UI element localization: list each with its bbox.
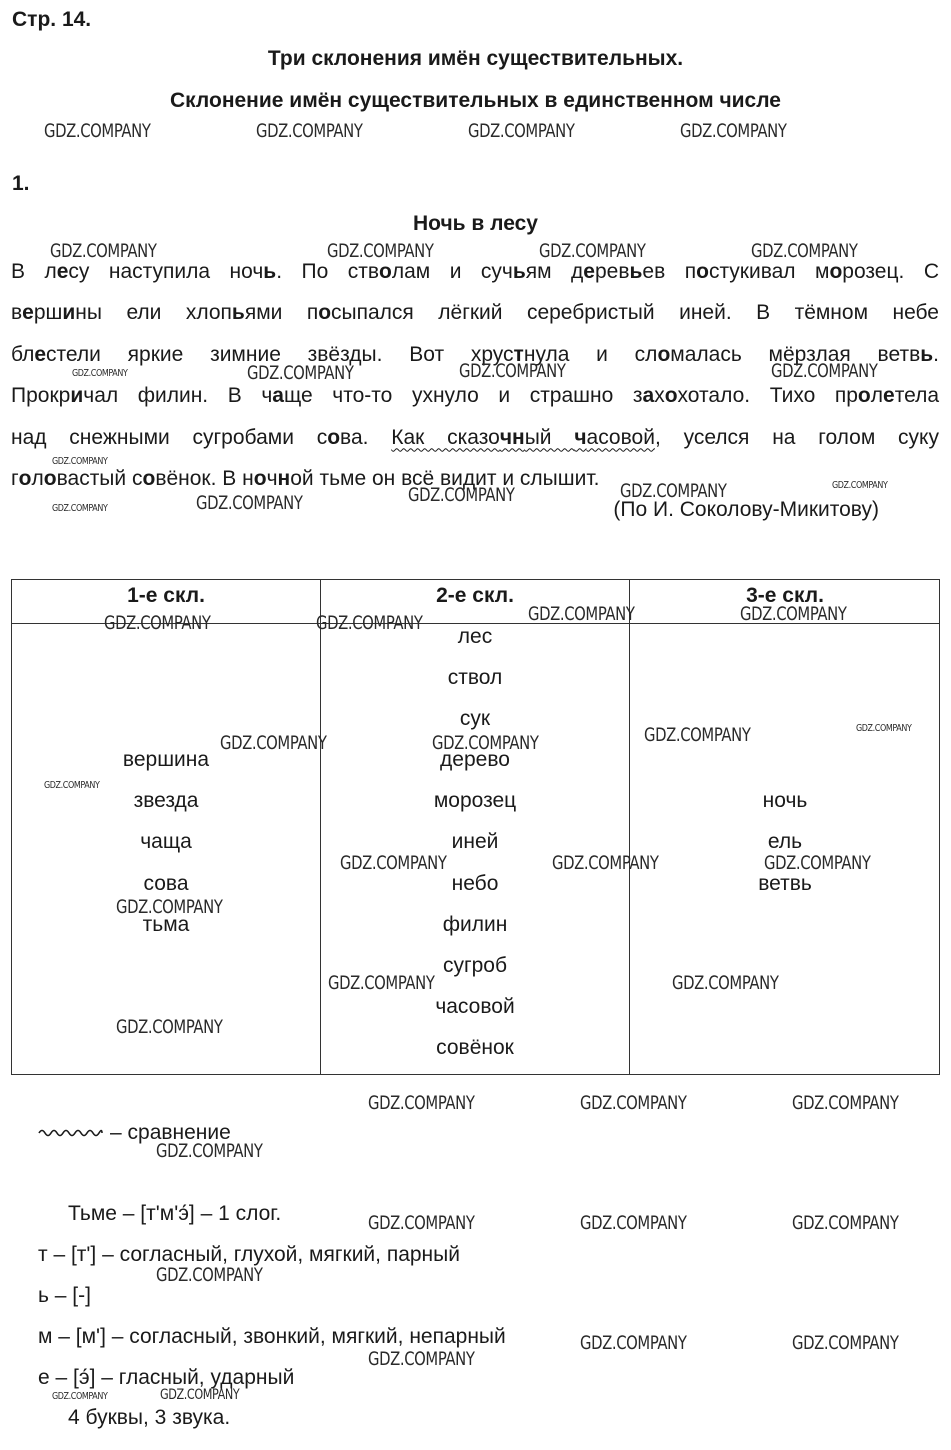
- watermark: GDZ.COMPANY: [580, 1332, 687, 1354]
- watermark: GDZ.COMPANY: [580, 1092, 687, 1114]
- watermark: GDZ.COMPANY: [116, 896, 223, 918]
- word-declension-2: небо: [451, 872, 499, 895]
- watermark: GDZ.COMPANY: [432, 732, 539, 754]
- analysis-line: м – [м'] – согласный, звонкий, мягкий, непарный: [38, 1325, 506, 1348]
- word-declension-3: ветвь: [758, 872, 812, 895]
- watermark: GDZ.COMPANY: [220, 732, 327, 754]
- watermark: GDZ.COMPANY: [792, 1332, 899, 1354]
- legend-label: – сравнение: [110, 1121, 231, 1144]
- watermark: GDZ.COMPANY: [52, 503, 108, 514]
- word-declension-3: ель: [767, 830, 803, 853]
- watermark: GDZ.COMPANY: [160, 1387, 240, 1403]
- text-line-6: головастый совёнок. В ночной тьме он всё видит и слышит.: [11, 467, 600, 491]
- text-title: Ночь в лесу: [413, 212, 538, 235]
- watermark: GDZ.COMPANY: [52, 456, 108, 467]
- header-declension-2: 2-е скл.: [436, 584, 514, 607]
- watermark: GDZ.COMPANY: [156, 1264, 263, 1286]
- analysis-line: е – [э́] – гласный, ударный: [38, 1366, 295, 1389]
- page-number: Стр. 14.: [12, 8, 92, 31]
- text-line-1: В лесу наступила ночь. По стволам и сучьям деревьев постукивал морозец. С: [11, 260, 939, 283]
- watermark: GDZ.COMPANY: [368, 1348, 475, 1370]
- section-title: Три склонения имён существительных.: [267, 47, 684, 70]
- watermark: GDZ.COMPANY: [104, 612, 211, 634]
- watermark: GDZ.COMPANY: [316, 612, 423, 634]
- watermark: GDZ.COMPANY: [832, 480, 888, 491]
- watermark: GDZ.COMPANY: [620, 480, 727, 502]
- watermark: GDZ.COMPANY: [856, 723, 912, 734]
- watermark: GDZ.COMPANY: [156, 1140, 263, 1162]
- word-declension-3: ночь: [762, 789, 808, 812]
- word-declension-2: часовой: [435, 995, 515, 1018]
- word-declension-2: совёнок: [436, 1036, 514, 1059]
- word-declension-2: морозец: [433, 789, 517, 812]
- text-line-2: вершины ели хлопьями посыпался лёгкий серебристый иней. В тёмном небе: [11, 301, 939, 325]
- watermark: GDZ.COMPANY: [528, 603, 635, 625]
- header-declension-1: 1-е скл.: [127, 584, 205, 607]
- watermark: GDZ.COMPANY: [672, 972, 779, 994]
- comparison-phrase: Как сказочный часовой: [391, 425, 655, 449]
- watermark: GDZ.COMPANY: [196, 492, 303, 514]
- watermark: GDZ.COMPANY: [408, 484, 515, 506]
- watermark: GDZ.COMPANY: [468, 120, 575, 142]
- text-line-3: блестели яркие зимние звёзды. Вот хрустнула и сломалась мёрзлая ветвь.: [11, 342, 939, 366]
- word-declension-2: иней: [451, 830, 499, 853]
- word-declension-1: тьма: [142, 913, 190, 936]
- watermark: GDZ.COMPANY: [580, 1212, 687, 1234]
- watermark: GDZ.COMPANY: [247, 362, 354, 384]
- watermark: GDZ.COMPANY: [44, 780, 100, 791]
- watermark: GDZ.COMPANY: [771, 360, 878, 382]
- table-divider: [629, 580, 630, 1074]
- analysis-line: 4 буквы, 3 звука.: [68, 1406, 231, 1429]
- watermark: GDZ.COMPANY: [792, 1092, 899, 1114]
- watermark: GDZ.COMPANY: [368, 1212, 475, 1234]
- word-declension-2: сугроб: [442, 954, 508, 977]
- watermark: GDZ.COMPANY: [644, 724, 751, 746]
- word-declension-1: вершина: [122, 748, 210, 771]
- watermark: GDZ.COMPANY: [50, 240, 157, 262]
- watermark: GDZ.COMPANY: [116, 1016, 223, 1038]
- text-line-4: Прокричал филин. В чаще что-то ухнуло и страшно захохотало. Тихо пролетела: [11, 384, 939, 408]
- text-author: (По И. Соколову-Микитову): [613, 498, 879, 521]
- watermark: GDZ.COMPANY: [459, 360, 566, 382]
- word-declension-1: чаща: [140, 830, 192, 853]
- watermark: GDZ.COMPANY: [44, 120, 151, 142]
- word-declension-2: сук: [459, 707, 491, 730]
- word-declension-1: сова: [143, 872, 189, 895]
- header-declension-3: 3-е скл.: [746, 584, 824, 607]
- wavy-underline-icon: [38, 1126, 104, 1140]
- declension-table: [11, 579, 940, 1075]
- watermark: GDZ.COMPANY: [552, 852, 659, 874]
- section-subtitle: Склонение имён существительных в единственном числе: [170, 89, 781, 112]
- analysis-line: Тьме – [т'м'э́] – 1 слог.: [68, 1202, 282, 1225]
- watermark: GDZ.COMPANY: [256, 120, 363, 142]
- word-declension-2: ствол: [447, 666, 503, 689]
- watermark: GDZ.COMPANY: [72, 368, 128, 379]
- watermark: GDZ.COMPANY: [340, 852, 447, 874]
- watermark: GDZ.COMPANY: [680, 120, 787, 142]
- analysis-line: ь – [-]: [38, 1284, 91, 1307]
- watermark: GDZ.COMPANY: [751, 240, 858, 262]
- watermark: GDZ.COMPANY: [327, 240, 434, 262]
- word-declension-2: дерево: [440, 748, 510, 771]
- analysis-line: т – [т'] – согласный, глухой, мягкий, парный: [38, 1243, 460, 1266]
- text-line-5: над снежными сугробами сова. Как сказочный часовой, уселся на голом суку: [11, 425, 939, 449]
- watermark: GDZ.COMPANY: [740, 603, 847, 625]
- watermark: GDZ.COMPANY: [539, 240, 646, 262]
- word-declension-2: лес: [457, 625, 493, 648]
- watermark: GDZ.COMPANY: [52, 1391, 108, 1402]
- watermark: GDZ.COMPANY: [368, 1092, 475, 1114]
- watermark: GDZ.COMPANY: [764, 852, 871, 874]
- task-number: 1.: [12, 172, 30, 195]
- watermark: GDZ.COMPANY: [792, 1212, 899, 1234]
- word-declension-2: филин: [442, 913, 508, 936]
- word-declension-1: звезда: [133, 789, 199, 812]
- watermark: GDZ.COMPANY: [328, 972, 435, 994]
